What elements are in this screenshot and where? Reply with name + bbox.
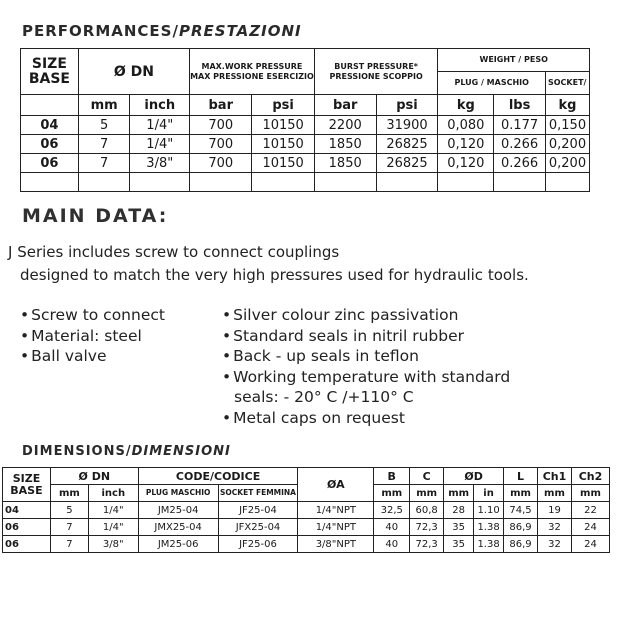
table-cell: 0,200 xyxy=(545,154,589,173)
table-cell: 06 xyxy=(3,536,51,553)
table-cell: 7 xyxy=(78,135,130,154)
header-code: CODE/CODICE xyxy=(138,468,298,485)
table-cell: 7 xyxy=(50,536,88,553)
table-cell: 06 xyxy=(3,519,51,536)
main-data-title: MAIN DATA: xyxy=(22,205,169,227)
table-cell: 06 xyxy=(21,154,79,173)
table-cell: 10150 xyxy=(252,116,314,135)
feature-list-left xyxy=(20,305,165,367)
units-cell: SOCKET FEMMINA xyxy=(218,485,298,502)
table-cell: 7 xyxy=(78,154,130,173)
table-cell: 1/4" xyxy=(130,116,190,135)
table-cell: 1/4"NPT xyxy=(298,519,374,536)
table-cell: 22 xyxy=(571,502,609,519)
units-cell: mm xyxy=(444,485,474,502)
table-cell: JFX25-04 xyxy=(218,519,298,536)
table-cell: JM25-06 xyxy=(138,536,218,553)
table-cell: 32 xyxy=(538,536,572,553)
units-cell: mm xyxy=(538,485,572,502)
header-dn: Ø DN xyxy=(50,468,138,485)
units-row xyxy=(21,95,590,116)
units-cell: psi xyxy=(376,95,438,116)
units-cell: mm xyxy=(504,485,538,502)
units-cell: mm xyxy=(78,95,130,116)
table-cell: 3/8" xyxy=(130,154,190,173)
performances-table xyxy=(20,48,590,192)
feature-item: • Material: steel xyxy=(20,326,165,347)
header-plug: PLUG / MASCHIO xyxy=(438,72,546,95)
table-cell: 1/4" xyxy=(88,502,138,519)
table-cell: 35 xyxy=(444,536,474,553)
table-cell: 19 xyxy=(538,502,572,519)
table-cell: 1.38 xyxy=(474,536,504,553)
header-l: L xyxy=(504,468,538,485)
table-cell: 0,150 xyxy=(545,116,589,135)
table-row xyxy=(3,502,610,519)
header-burst-pressure: BURST PRESSURE* PRESSIONE SCOPPIO xyxy=(314,49,438,95)
performances-title: PERFORMANCES/PRESTAZIONI xyxy=(22,22,302,40)
table-cell: 700 xyxy=(190,116,252,135)
table-cell: JM25-04 xyxy=(138,502,218,519)
table-cell: 1850 xyxy=(314,135,376,154)
table-row xyxy=(3,536,610,553)
header-weight: WEIGHT / PESO xyxy=(438,49,590,72)
table-cell: 1.38 xyxy=(474,519,504,536)
table-cell: 2200 xyxy=(314,116,376,135)
table-cell: 04 xyxy=(21,116,79,135)
dimensions-title: DIMENSIONS/DIMENSIONI xyxy=(22,444,231,459)
units-cell: inch xyxy=(130,95,190,116)
units-cell: lbs xyxy=(494,95,546,116)
table-cell: 32 xyxy=(538,519,572,536)
table-cell: 60,8 xyxy=(410,502,444,519)
table-cell: JMX25-04 xyxy=(138,519,218,536)
table-cell: 28 xyxy=(444,502,474,519)
header-a: ØA xyxy=(298,468,374,502)
performances-body xyxy=(21,116,590,173)
feature-item: • Working temperature with standard xyxy=(222,367,510,388)
header-ch2: Ch2 xyxy=(571,468,609,485)
table-cell: 04 xyxy=(3,502,51,519)
units-cell: mm xyxy=(410,485,444,502)
table-cell: 3/8" xyxy=(88,536,138,553)
table-cell: 86,9 xyxy=(504,519,538,536)
feature-item: • Silver colour zinc passivation xyxy=(222,305,510,326)
table-cell: JF25-06 xyxy=(218,536,298,553)
table-cell: 7 xyxy=(50,519,88,536)
header-socket: SOCKET/ xyxy=(545,72,589,95)
table-cell: 40 xyxy=(374,536,410,553)
header-max-work-pressure: MAX.WORK PRESSURE MAX PRESSIONE ESERCIZIO xyxy=(190,49,315,95)
feature-list-right xyxy=(222,305,510,428)
table-cell: 1/4"NPT xyxy=(298,502,374,519)
empty-row xyxy=(21,173,590,192)
feature-item: • Back - up seals in teflon xyxy=(222,346,510,367)
units-cell: inch xyxy=(88,485,138,502)
header-dn: Ø DN xyxy=(78,49,189,95)
table-cell: 0,120 xyxy=(438,135,494,154)
table-cell: 3/8"NPT xyxy=(298,536,374,553)
header-c: C xyxy=(410,468,444,485)
feature-item: • Ball valve xyxy=(20,346,165,367)
table-cell: 72,3 xyxy=(410,536,444,553)
table-cell: 86,9 xyxy=(504,536,538,553)
table-cell: 5 xyxy=(78,116,130,135)
table-cell: 0,120 xyxy=(438,154,494,173)
units-cell: bar xyxy=(314,95,376,116)
table-cell: 06 xyxy=(21,135,79,154)
table-cell: 74,5 xyxy=(504,502,538,519)
table-cell: 10150 xyxy=(252,135,314,154)
table-row xyxy=(21,135,590,154)
table-cell: 1850 xyxy=(314,154,376,173)
table-cell: 0.266 xyxy=(494,154,546,173)
units-cell: mm xyxy=(50,485,88,502)
header-ch1: Ch1 xyxy=(538,468,572,485)
table-cell: 26825 xyxy=(376,135,438,154)
header-size-base: SIZE BASE xyxy=(3,468,51,502)
feature-item: • Standard seals in nitril rubber xyxy=(222,326,510,347)
dimensions-body xyxy=(3,502,610,553)
feature-item: • Metal caps on request xyxy=(222,408,510,429)
table-cell: 0,080 xyxy=(438,116,494,135)
units-cell: in xyxy=(474,485,504,502)
table-cell: JF25-04 xyxy=(218,502,298,519)
table-row xyxy=(21,116,590,135)
table-cell: 24 xyxy=(571,536,609,553)
units-cell: kg xyxy=(438,95,494,116)
table-cell: 5 xyxy=(50,502,88,519)
table-cell: 0.266 xyxy=(494,135,546,154)
table-cell: 1.10 xyxy=(474,502,504,519)
units-cell: mm xyxy=(571,485,609,502)
table-cell: 31900 xyxy=(376,116,438,135)
units-cell: psi xyxy=(252,95,314,116)
table-cell: 32,5 xyxy=(374,502,410,519)
units-cell xyxy=(21,95,79,116)
table-cell: 40 xyxy=(374,519,410,536)
table-cell: 1/4" xyxy=(130,135,190,154)
header-b: B xyxy=(374,468,410,485)
table-cell: 0,200 xyxy=(545,135,589,154)
table-cell: 0.177 xyxy=(494,116,546,135)
units-cell: kg xyxy=(545,95,589,116)
table-cell: 700 xyxy=(190,135,252,154)
table-cell: 24 xyxy=(571,519,609,536)
table-row xyxy=(3,519,610,536)
intro-line-1: J Series includes screw to connect couplings xyxy=(8,243,340,261)
table-cell: 35 xyxy=(444,519,474,536)
dimensions-table xyxy=(2,467,610,553)
units-cell: bar xyxy=(190,95,252,116)
header-size-base: SIZE BASE xyxy=(21,49,79,95)
table-cell: 26825 xyxy=(376,154,438,173)
units-cell: mm xyxy=(374,485,410,502)
header-d: ØD xyxy=(444,468,504,485)
table-cell: 1/4" xyxy=(88,519,138,536)
table-row xyxy=(21,154,590,173)
intro-line-2: designed to match the very high pressures used for hydraulic tools. xyxy=(20,266,529,284)
table-cell: 700 xyxy=(190,154,252,173)
temperature-range: seals: - 20° C /+110° C xyxy=(234,388,414,406)
table-cell: 72,3 xyxy=(410,519,444,536)
feature-item: • Screw to connect xyxy=(20,305,165,326)
table-cell: 10150 xyxy=(252,154,314,173)
units-cell: PLUG MASCHIO xyxy=(138,485,218,502)
